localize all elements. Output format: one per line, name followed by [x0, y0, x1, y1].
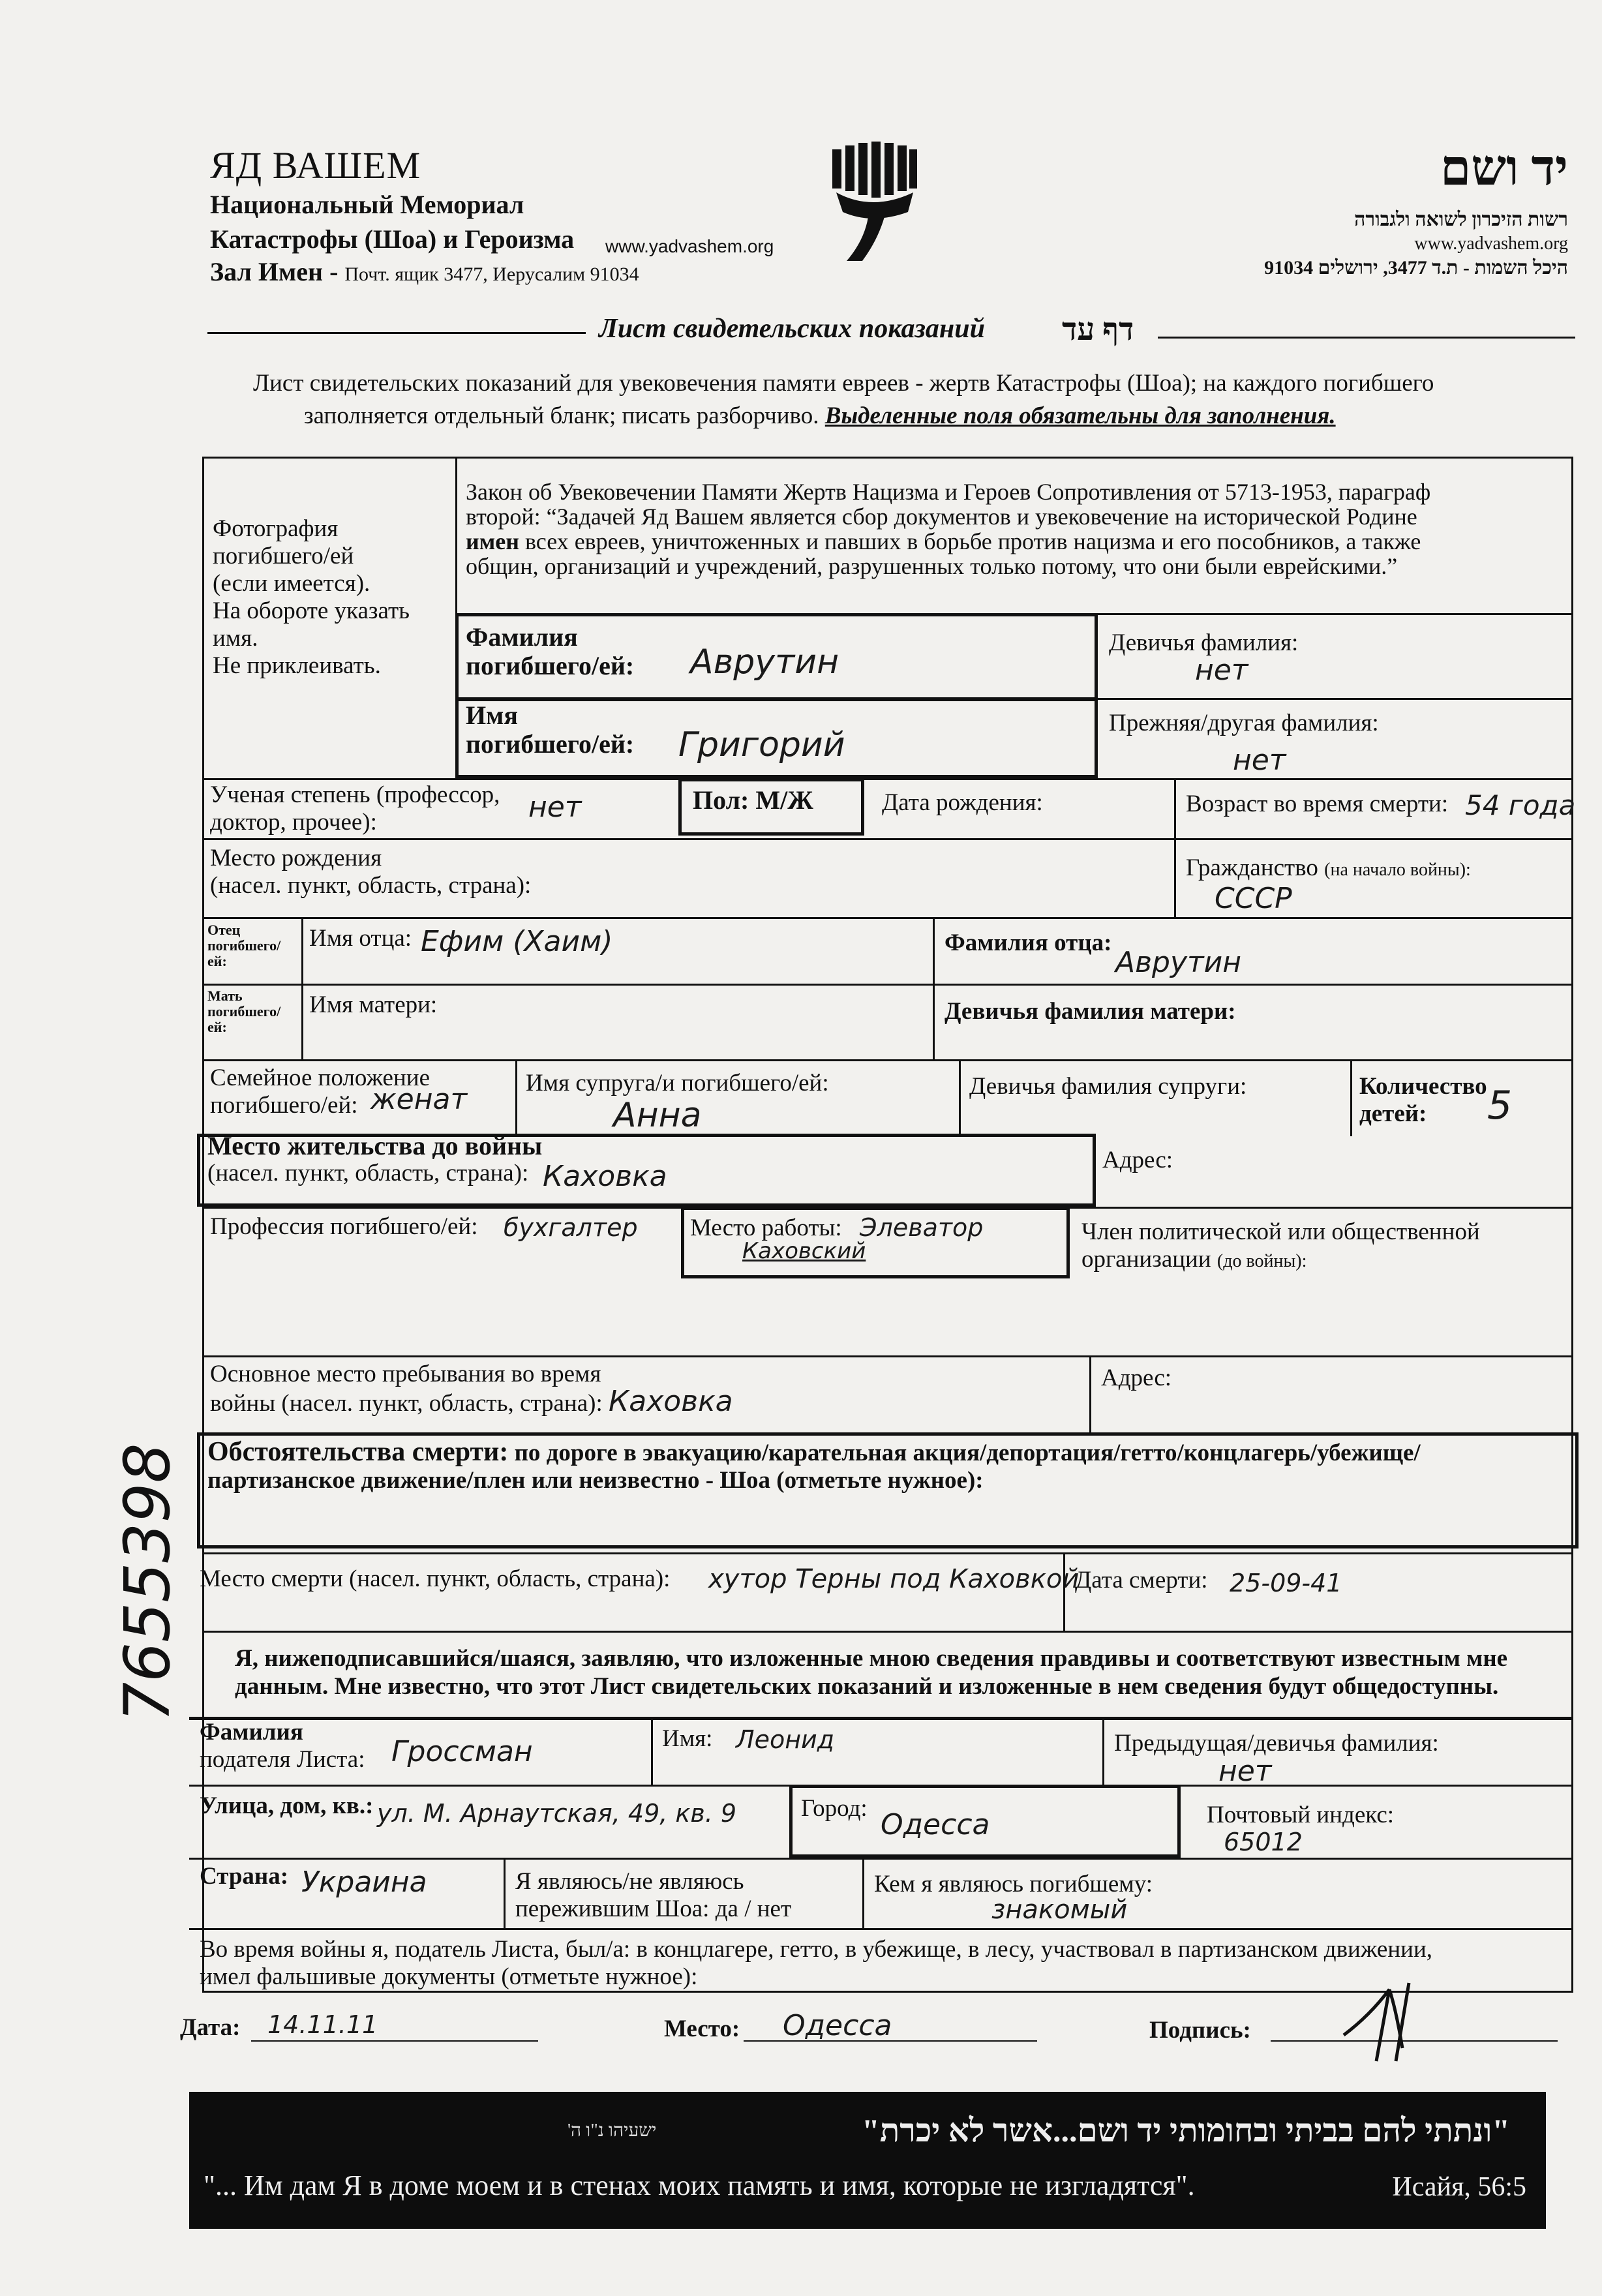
photo-line-6: Не приклеивать.	[213, 652, 381, 679]
intro-required-note: Выделенные поля обязательны для заполнения.	[824, 402, 1336, 429]
children-value[interactable]: 5	[1487, 1083, 1513, 1128]
survivor-label	[515, 1868, 791, 1923]
rule-family-top	[202, 1059, 1573, 1061]
family-status-value[interactable]: женат	[370, 1083, 468, 1116]
victim-surname-value[interactable]: Аврутин	[690, 642, 839, 682]
declaration-line-2: данным. Мне известно, что этот Лист свидетельских показаний и изложенные в нем сведения будут общедоступны.	[235, 1673, 1499, 1700]
children-label-2: детей:	[1359, 1100, 1427, 1127]
wartime-divider	[1089, 1355, 1091, 1434]
sheet-title-he: דף עד	[1062, 312, 1134, 347]
workplace-value-2[interactable]: Каховский	[742, 1238, 866, 1264]
ru-subtitle-3	[210, 256, 639, 287]
submitter-wartime-line-2: имел фальшивые документы (отметьте нужное):	[200, 1963, 698, 1990]
victim-prev-surname-label: Прежняя/другая фамилия:	[1109, 710, 1379, 736]
birthplace-label-2: (насел. пункт, область, страна):	[210, 872, 532, 899]
profession-value[interactable]: бухгалтер	[504, 1213, 638, 1242]
victim-surname-label-2: погибшего/ей:	[466, 651, 635, 680]
banner-source: Исайя, 56:5	[1392, 2172, 1526, 2202]
degree-value[interactable]: нет	[528, 791, 582, 824]
spouse-maiden-label: Девичья фамилия супруги:	[969, 1073, 1247, 1100]
submitter-name-divider	[651, 1717, 653, 1785]
citizenship-label-main: Гражданство	[1186, 854, 1318, 881]
family-divider-1	[515, 1059, 517, 1136]
degree-label	[210, 781, 500, 836]
law-names-emph: имен	[466, 528, 519, 554]
photo-line-5: имя.	[213, 625, 258, 652]
citizenship-label-note: (на начало войны):	[1324, 860, 1471, 880]
ru-title: ЯД ВАШЕМ	[210, 144, 421, 187]
he-subtitle-1: רשות הזיכרון לשואה ולגבורה	[1354, 209, 1568, 230]
member-label-1: Член политической или общественной	[1081, 1218, 1480, 1245]
mother-name-label: Имя матери:	[309, 991, 438, 1018]
residence-label-1: Место жительства до войны	[207, 1131, 543, 1160]
wartime-label-1: Основное место пребывания во время	[210, 1361, 601, 1387]
death-place-value[interactable]: хутор Терны под Каховкой	[708, 1564, 1080, 1594]
family-divider-3	[1350, 1059, 1352, 1136]
law-line-4: общин, организаций и учреждений, разрушенных только потому, что они были еврейскими.”	[466, 553, 1398, 579]
residence-label	[207, 1132, 542, 1187]
death-circumstances	[207, 1438, 1421, 1494]
father-surname-value[interactable]: Аврутин	[1115, 946, 1241, 979]
rule-father-top	[202, 917, 1573, 919]
rule-submitter-wartime-top	[189, 1928, 1573, 1930]
ru-subtitle-3-rest: Почт. ящик 3477, Иерусалим 91034	[344, 264, 639, 285]
wartime-label-2	[210, 1385, 733, 1418]
rule-declaration-top	[202, 1631, 1573, 1633]
side-archive-number: 7655398	[111, 1443, 184, 1722]
street-label: Улица, дом, кв.:	[200, 1792, 374, 1819]
country-value[interactable]: Украина	[301, 1865, 427, 1899]
submitter-surname-label-2: подателя Листа:	[200, 1746, 365, 1773]
photo-line-2: погибшего/ей	[213, 543, 354, 569]
title-rule-left	[207, 332, 586, 334]
sign-date-line	[251, 2040, 538, 2042]
member-label-2-main: организации	[1081, 1246, 1211, 1273]
submitter-surname-label	[200, 1719, 365, 1774]
workplace-label: Место работы:	[690, 1215, 842, 1241]
photo-line-1: Фотография	[213, 515, 339, 542]
law-line-1: Закон об Увековечении Памяти Жертв Нацизма и Героев Сопротивления от 5713-1953, параграф	[466, 479, 1431, 505]
he-subtitle-2: היכל השמות - ת.ד 3477, ירושלים 91034	[1264, 257, 1568, 279]
law-text	[466, 479, 1430, 579]
death-date-value[interactable]: 25-09-41	[1230, 1569, 1342, 1597]
signature-mark	[1331, 1970, 1442, 2068]
degree-label-1: Ученая степень (профессор,	[210, 781, 500, 808]
victim-name-label-2: погибшего/ей:	[466, 729, 635, 759]
rule-wartime-top	[202, 1355, 1573, 1357]
rule-mother-top	[202, 984, 1573, 986]
intro-text: заполняется отдельный бланк; писать разборчиво.	[304, 402, 819, 429]
zip-value[interactable]: 65012	[1224, 1828, 1303, 1856]
children-label-1: Количество	[1359, 1073, 1487, 1100]
age-divider	[1174, 778, 1176, 917]
ru-subtitle-1: Национальный Мемориал	[210, 190, 524, 219]
law-line-2: второй: “Задачей Яд Вашем является сбор документов и увековечение на исторической Родине	[466, 504, 1417, 530]
intro-line-2	[304, 402, 1336, 430]
family-divider-2	[959, 1059, 961, 1136]
member-label	[1081, 1218, 1480, 1275]
survivor-divider-left	[504, 1858, 506, 1928]
victim-maiden-value[interactable]: нет	[1195, 654, 1248, 687]
victim-name-value[interactable]: Григорий	[678, 725, 845, 764]
father-name-label: Имя отца:	[309, 925, 412, 952]
quote-banner	[189, 2092, 1546, 2229]
victim-surname-label	[466, 623, 634, 680]
death-circ-options-2: партизанское движение/плен или неизвестно - Шоа (отметьте нужное):	[207, 1467, 984, 1494]
declaration-line-1: Я, нижеподписавшийся/шаяся, заявляю, что изложенные мною сведения правдивы и соответствуют известным мне	[235, 1645, 1508, 1672]
member-label-2	[1081, 1246, 1480, 1275]
death-place-label: Место смерти (насел. пункт, область, страна):	[200, 1565, 671, 1592]
dob-label: Дата рождения:	[882, 789, 1043, 816]
sign-date-value[interactable]: 14.11.11	[267, 2010, 378, 2039]
yad-vashem-menorah-logo	[823, 140, 921, 271]
victim-prev-surname-value[interactable]: нет	[1233, 744, 1286, 777]
rule-submitter-top	[189, 1717, 1573, 1720]
ru-subtitle-3-bold: Зал Имен -	[210, 257, 339, 286]
residence-label-2: (насел. пункт, область, страна):	[207, 1160, 529, 1186]
father-side-label: Отец погибшего/ей:	[207, 922, 281, 969]
death-circ-label: Обстоятельства смерти:	[207, 1437, 509, 1467]
submitter-maiden-divider	[1102, 1717, 1104, 1785]
he-title: יד ושם	[1440, 141, 1568, 196]
birthplace-label-1: Место рождения	[210, 845, 382, 871]
website-url: www.yadvashem.org	[605, 236, 774, 256]
zip-label: Почтовый индекс:	[1207, 1802, 1395, 1828]
rule-country-top	[189, 1858, 1573, 1860]
age-label: Возраст во время смерти:	[1186, 791, 1449, 817]
death-date-divider	[1063, 1552, 1065, 1631]
sign-place-line	[744, 2040, 1037, 2042]
relation-value[interactable]: знакомый	[991, 1895, 1128, 1925]
residence-value[interactable]: Каховка	[543, 1160, 667, 1193]
victim-maiden-label: Девичья фамилия:	[1109, 629, 1299, 656]
children-label	[1359, 1073, 1487, 1128]
he-website-url: www.yadvashem.org	[1414, 234, 1568, 254]
city-label: Город:	[801, 1795, 868, 1822]
photo-line-4: На обороте указать	[213, 597, 410, 624]
wartime-address-label: Адрес:	[1101, 1365, 1172, 1391]
parent-mid-divider	[933, 917, 935, 1059]
city-value[interactable]: Одесса	[881, 1808, 990, 1841]
sheet-title: Лист свидетельских показаний	[599, 314, 985, 344]
profession-label: Профессия погибшего/ей:	[210, 1213, 478, 1240]
submitter-name-value[interactable]: Леонид	[736, 1725, 835, 1754]
submitter-surname-label-1: Фамилия	[200, 1719, 303, 1745]
law-line-3-rest: всех евреев, уничтоженных и павших в борьбе против нацизма и его пособников, а также	[519, 528, 1421, 554]
title-rule-right	[1158, 337, 1575, 339]
age-value[interactable]: 54 года	[1465, 789, 1576, 821]
degree-label-2: доктор, прочее):	[210, 809, 377, 836]
parent-side-divider	[301, 917, 303, 1059]
photo-line-3: (если имеется).	[213, 570, 370, 597]
workplace-value-1[interactable]: Элеватор	[860, 1213, 984, 1242]
wartime-label-2-text: войны (насел. пункт, область, страна):	[210, 1390, 603, 1417]
family-status-label-1: Семейное положение	[210, 1065, 430, 1091]
mother-maiden-label: Девичья фамилия матери:	[945, 998, 1236, 1025]
relation-label: Кем я являюсь погибшему:	[874, 1871, 1153, 1897]
spouse-name-value[interactable]: Анна	[613, 1096, 702, 1135]
rule-maiden	[1098, 698, 1573, 700]
death-circ-options-1: по дороге в эвакуацию/карательная акция/депортация/гетто/концлагерь/убежище/	[514, 1440, 1421, 1466]
sign-place-label: Место:	[664, 2016, 740, 2042]
submitter-maiden-value[interactable]: нет	[1218, 1755, 1272, 1788]
rule-birthplace-top	[202, 838, 1573, 840]
victim-name-label	[466, 701, 634, 759]
father-surname-label: Фамилия отца:	[945, 929, 1112, 956]
sign-place-value[interactable]: Одесса	[783, 2009, 892, 2042]
wartime-label	[210, 1361, 733, 1417]
photo-instructions	[213, 515, 410, 680]
victim-name-label-1: Имя	[466, 701, 518, 730]
victim-surname-label-1: Фамилия	[466, 622, 578, 652]
birthplace-label	[210, 845, 531, 899]
survivor-label-2: пережившим Шоа: да / нет	[515, 1896, 792, 1922]
sex-label: Пол: М/Ж	[693, 785, 813, 815]
submitter-name-label: Имя:	[662, 1725, 713, 1752]
citizenship-value[interactable]: СССР	[1215, 882, 1292, 915]
law-line-3	[466, 529, 1430, 554]
street-value[interactable]: ул. М. Арнаутская, 49, кв. 9	[377, 1799, 737, 1828]
father-name-value[interactable]: Ефим (Хаим)	[421, 925, 613, 958]
family-status-label-2: погибшего/ей:	[210, 1092, 358, 1119]
residence-address-label: Адрес:	[1102, 1147, 1173, 1173]
sign-date-label: Дата:	[180, 2014, 241, 2041]
signature-label: Подпись:	[1149, 2017, 1251, 2044]
citizenship-label	[1186, 854, 1471, 884]
submitter-wartime-line-1: Во время войны я, податель Листа, был/а: в концлагере, гетто, в убежище, в лесу, участвовал в партизанском движении,	[200, 1936, 1432, 1963]
country-label: Страна:	[200, 1863, 289, 1890]
mother-side-label: Мать погибшего/ей:	[207, 988, 281, 1035]
wartime-value[interactable]: Каховка	[609, 1385, 733, 1418]
survivor-label-1: Я являюсь/не являюсь	[515, 1868, 744, 1895]
member-label-note: (до войны):	[1217, 1251, 1307, 1271]
banner-russian-quote: "... Им дам Я в доме моем и в стенах моих память и имя, которые не изгладятся".	[204, 2169, 1195, 2201]
submitter-maiden-label: Предыдущая/девичья фамилия:	[1114, 1730, 1439, 1757]
survivor-divider-right	[862, 1858, 864, 1928]
banner-hebrew-ref: ישעיהו נ"ו ה'	[567, 2121, 657, 2141]
rule-degree-top	[202, 778, 1573, 780]
rule-death-place-top	[202, 1552, 1573, 1554]
death-date-label: Дата смерти:	[1075, 1567, 1208, 1594]
ru-subtitle-2: Катастрофы (Шоа) и Героизма	[210, 224, 575, 254]
submitter-surname-value[interactable]: Гроссман	[391, 1735, 533, 1768]
death-circ-line-1	[207, 1438, 1421, 1467]
intro-line-1: Лист свидетельских показаний для увековечения памяти евреев - жертв Катастрофы (Шоа); на каждого погибшего	[253, 370, 1434, 397]
spouse-name-label: Имя супруга/и погибшего/ей:	[526, 1070, 829, 1096]
banner-hebrew-quote: "ונתתי להם בביתי ובחומותי יד ושם...אשר לא יכרת"	[862, 2112, 1510, 2149]
